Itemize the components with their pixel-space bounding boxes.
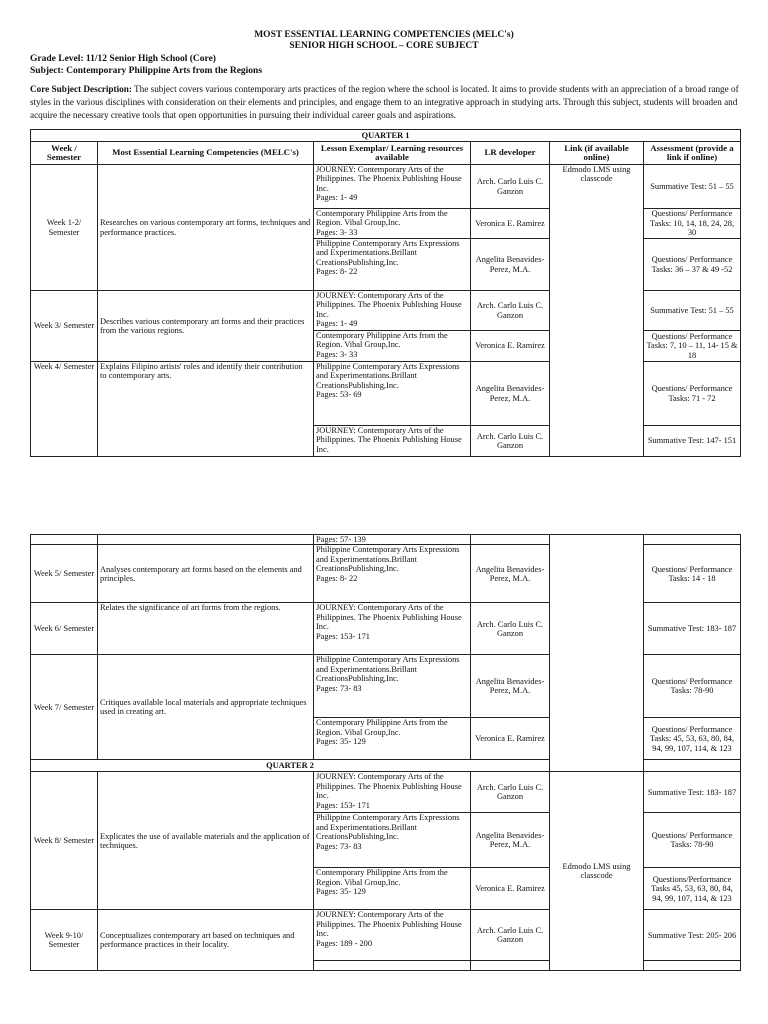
resource-cell <box>314 239 471 291</box>
assessment-cell: Questions/ Performance Tasks: 36 – 37 & 49 -52 <box>644 239 741 291</box>
document-subtitle: SENIOR HIGH SCHOOL – CORE SUBJECT <box>289 41 479 51</box>
table-row <box>31 772 741 813</box>
resource-title: JOURNEY: Contemporary Arts of the Philippines. The Phoenix Publishing House Inc. <box>316 291 462 319</box>
assessment-cell: Summative Test: 205- 206 <box>644 910 741 961</box>
assessment-cell: Summative Test: 51 – 55 <box>644 165 741 209</box>
assessment-cell: Summative Test: 51 – 55 <box>644 291 741 331</box>
assessment-cell <box>644 961 741 971</box>
melc-cell: Describes various contemporary art forms and their practices from the various regions. <box>98 291 314 362</box>
assessment-cell: Questions/Performance Tasks 45, 53, 63, 80, 84, 94, 99, 107, 114, & 123 <box>644 868 741 910</box>
resource-pages: Pages: 1- 49 <box>316 193 358 203</box>
resource-title: Contemporary Philippine Arts from the Region. Vibal Group,Inc. <box>316 718 448 737</box>
resource-cell <box>314 868 471 910</box>
week-cell: Week 7/ Semester <box>31 655 98 760</box>
assessment-cell: Questions/ Performance Tasks: 78-90 <box>644 655 741 718</box>
resource-pages: Pages: 35- 129 <box>316 887 366 897</box>
resource-pages: Pages: 73- 83 <box>316 841 362 851</box>
link-cell <box>550 535 644 772</box>
table-header-row <box>31 142 741 165</box>
melc-cell: Explains Filipino artists' roles and identify their contribution to contemporary arts. <box>98 362 314 457</box>
assessment-cell: Questions/ Performance Tasks: 45, 53, 63, 80, 84, 94, 99, 107, 114, & 123 <box>644 718 741 760</box>
resource-title: JOURNEY: Contemporary Arts of the Philippines. The Phoenix Publishing House Inc. <box>316 910 462 939</box>
resource-pages: Pages: 189 - 200 <box>316 938 373 948</box>
week-cell <box>31 535 98 545</box>
developer-cell: Angelita Benavides-Perez, M.A. <box>471 813 550 868</box>
developer-cell: Angelita Benavides-Perez, M.A. <box>471 239 550 291</box>
resource-title: Contemporary Philippine Arts from the Region. Vibal Group,Inc. <box>316 209 448 228</box>
melc-cell <box>98 535 314 545</box>
developer-cell: Veronica E. Ramirez <box>471 331 550 362</box>
developer-cell: Arch. Carlo Luis C. Ganzon <box>471 426 550 457</box>
resource-cell <box>314 603 471 655</box>
melc-cell: Analyses contemporary art forms based on the elements and principles. <box>98 545 314 603</box>
developer-cell: Veronica E. Ramirez <box>471 718 550 760</box>
developer-cell: Veronica E. Ramirez <box>471 868 550 910</box>
resource-cell <box>314 291 471 331</box>
resource-title: Philippine Contemporary Arts Expressions and Experimentations.Brillant CreationsPublishing,Inc. <box>316 545 460 574</box>
resource-pages: Pages: 35- 129 <box>316 737 366 747</box>
developer-cell <box>471 961 550 971</box>
resource-pages: Pages: 3- 33 <box>316 349 358 359</box>
resource-pages: Pages: 8- 22 <box>316 573 358 583</box>
melc-cell: Researches on various contemporary art forms, techniques and performance practices. <box>98 165 314 291</box>
resource-pages: Pages: 57- 139 <box>314 535 471 545</box>
resource-title: Contemporary Philippine Arts from the Region. Vibal Group,Inc. <box>316 331 448 350</box>
developer-cell: Arch. Carlo Luis C. Ganzon <box>471 291 550 331</box>
week-cell: Week 4/ Semester <box>31 362 98 457</box>
developer-cell: Arch. Carlo Luis C. Ganzon <box>471 772 550 813</box>
resource-cell: JOURNEY: Contemporary Arts of the Philippines. The Phoenix Publishing House Inc. <box>314 426 471 457</box>
description-label: Core Subject Description: <box>30 84 132 94</box>
resource-pages: Pages: 53- 69 <box>316 390 362 400</box>
document-page-1 <box>0 0 768 500</box>
quarter-1-label: QUARTER 1 <box>31 130 741 142</box>
resource-cell <box>314 209 471 239</box>
resource-pages: Pages: 1- 49 <box>316 319 358 329</box>
assessment-cell: Summative Test: 183- 187 <box>644 603 741 655</box>
developer-cell: Angelita Benavides-Perez, M.A. <box>471 362 550 426</box>
grade-level: Grade Level: 11/12 Senior High School (Core) <box>30 54 216 64</box>
melc-cell: Relates the significance of art forms from the regions. <box>98 603 314 655</box>
resource-cell <box>314 362 471 426</box>
developer-cell: Angelita Benavides-Perez, M.A. <box>471 655 550 718</box>
col-link: Link (if available online) <box>550 142 644 165</box>
week-cell: Week 5/ Semester <box>31 545 98 603</box>
col-resources: Lesson Exemplar/ Learning resources available <box>314 142 471 165</box>
link-cell: Edmodo LMS using classcode <box>550 772 644 971</box>
assessment-cell: Summative Test: 183- 187 <box>644 772 741 813</box>
table-row <box>31 535 741 545</box>
developer-cell <box>471 535 550 545</box>
week-cell: Week 8/ Semester <box>31 772 98 910</box>
assessment-cell: Summative Test: 147- 151 <box>644 426 741 457</box>
melc-cell: Critiques available local materials and appropriate techniques used in creating art. <box>98 655 314 760</box>
resource-title: Philippine Contemporary Arts Expressions and Experimentations.Brillant CreationsPublishing,Inc. <box>316 239 460 267</box>
resource-cell <box>314 655 471 718</box>
resource-pages: Pages: 153- 171 <box>316 631 370 641</box>
resource-title: Philippine Contemporary Arts Expressions and Experimentations.Brillant CreationsPublishing,Inc. <box>316 813 460 842</box>
document-title: MOST ESSENTIAL LEARNING COMPETENCIES (MELC's) <box>254 30 514 40</box>
melc-cell: Conceptualizes contemporary art based on techniques and performance practices in their locality. <box>98 910 314 971</box>
week-cell: Week 1-2/ Semester <box>31 165 98 291</box>
page-gap <box>0 500 768 530</box>
resource-cell <box>314 813 471 868</box>
resource-title: Philippine Contemporary Arts Expressions and Experimentations.Brillant CreationsPublishing,Inc. <box>316 655 460 684</box>
core-subject-description <box>30 83 742 123</box>
resource-cell <box>314 772 471 813</box>
col-melc: Most Essential Learning Competencies (MELC's) <box>98 142 314 165</box>
assessment-cell: Questions/ Performance Tasks: 14 - 18 <box>644 545 741 603</box>
resource-title: Contemporary Philippine Arts from the Region. Vibal Group,Inc. <box>316 868 448 887</box>
quarter-2-label: QUARTER 2 <box>31 760 550 772</box>
week-cell: Week 3/ Semester <box>31 291 98 362</box>
resource-pages: Pages: 3- 33 <box>316 227 358 237</box>
table-row <box>31 165 741 209</box>
melc-table-page-1 <box>30 129 741 457</box>
col-week: Week / Semester <box>31 142 98 165</box>
assessment-cell: Questions/ Performance Tasks: 10, 14, 18, 24, 28, 30 <box>644 209 741 239</box>
subject-line: Subject: Contemporary Philippine Arts from the Regions <box>30 66 263 76</box>
resource-cell <box>314 331 471 362</box>
week-cell: Week 6/ Semester <box>31 603 98 655</box>
assessment-cell: Questions/ Performance Tasks: 78-90 <box>644 813 741 868</box>
resource-cell <box>314 910 471 961</box>
resource-title: Philippine Contemporary Arts Expressions and Experimentations.Brillant CreationsPublishing,Inc. <box>316 362 460 390</box>
assessment-cell <box>644 535 741 545</box>
resource-pages: Pages: 8- 22 <box>316 267 358 277</box>
col-assessment: Assessment (provide a link if online) <box>644 142 741 165</box>
quarter-row <box>31 130 741 142</box>
developer-cell: Arch. Carlo Luis C. Ganzon <box>471 165 550 209</box>
week-cell: Week 9-10/ Semester <box>31 910 98 971</box>
col-developer: LR developer <box>471 142 550 165</box>
resource-title: JOURNEY: Contemporary Arts of the Philippines. The Phoenix Publishing House Inc. <box>316 772 462 801</box>
assessment-cell: Questions/ Performance Tasks: 7, 10 – 11, 14- 15 & 18 <box>644 331 741 362</box>
resource-cell <box>314 545 471 603</box>
developer-cell: Angelita Benavides-Perez, M.A. <box>471 545 550 603</box>
resource-title: JOURNEY: Contemporary Arts of the Philippines. The Phoenix Publishing House Inc. <box>316 603 462 632</box>
assessment-cell <box>644 760 741 772</box>
developer-cell: Arch. Carlo Luis C. Ganzon <box>471 910 550 961</box>
resource-pages: Pages: 73- 83 <box>316 683 362 693</box>
developer-cell: Veronica E. Ramirez <box>471 209 550 239</box>
assessment-cell: Questions/ Performance Tasks: 71 - 72 <box>644 362 741 426</box>
resource-cell <box>314 961 471 971</box>
developer-cell: Arch. Carlo Luis C. Ganzon <box>471 603 550 655</box>
melc-table-page-2 <box>30 534 741 971</box>
resource-cell <box>314 165 471 209</box>
resource-pages: Pages: 153- 171 <box>316 800 370 810</box>
resource-title: JOURNEY: Contemporary Arts of the Philippines. The Phoenix Publishing House Inc. <box>316 165 462 193</box>
link-cell: Edmodo LMS using classcode <box>550 165 644 457</box>
melc-cell: Explicates the use of available materials and the application of techniques. <box>98 772 314 910</box>
document-page-2 <box>0 530 768 1024</box>
description-text: The subject covers various contemporary arts practices of the region where the school is located. It aims to provide students with an appreciation of a broad range of styles in the various disciplines with consideration on their elements and principles, and engage them to an integrative approach in studying arts. Through this subject, students will broaden and acquire the necessary creative tools that open opportunities in pursuing their individual career goals and aspirations. <box>30 84 739 121</box>
resource-cell <box>314 718 471 760</box>
